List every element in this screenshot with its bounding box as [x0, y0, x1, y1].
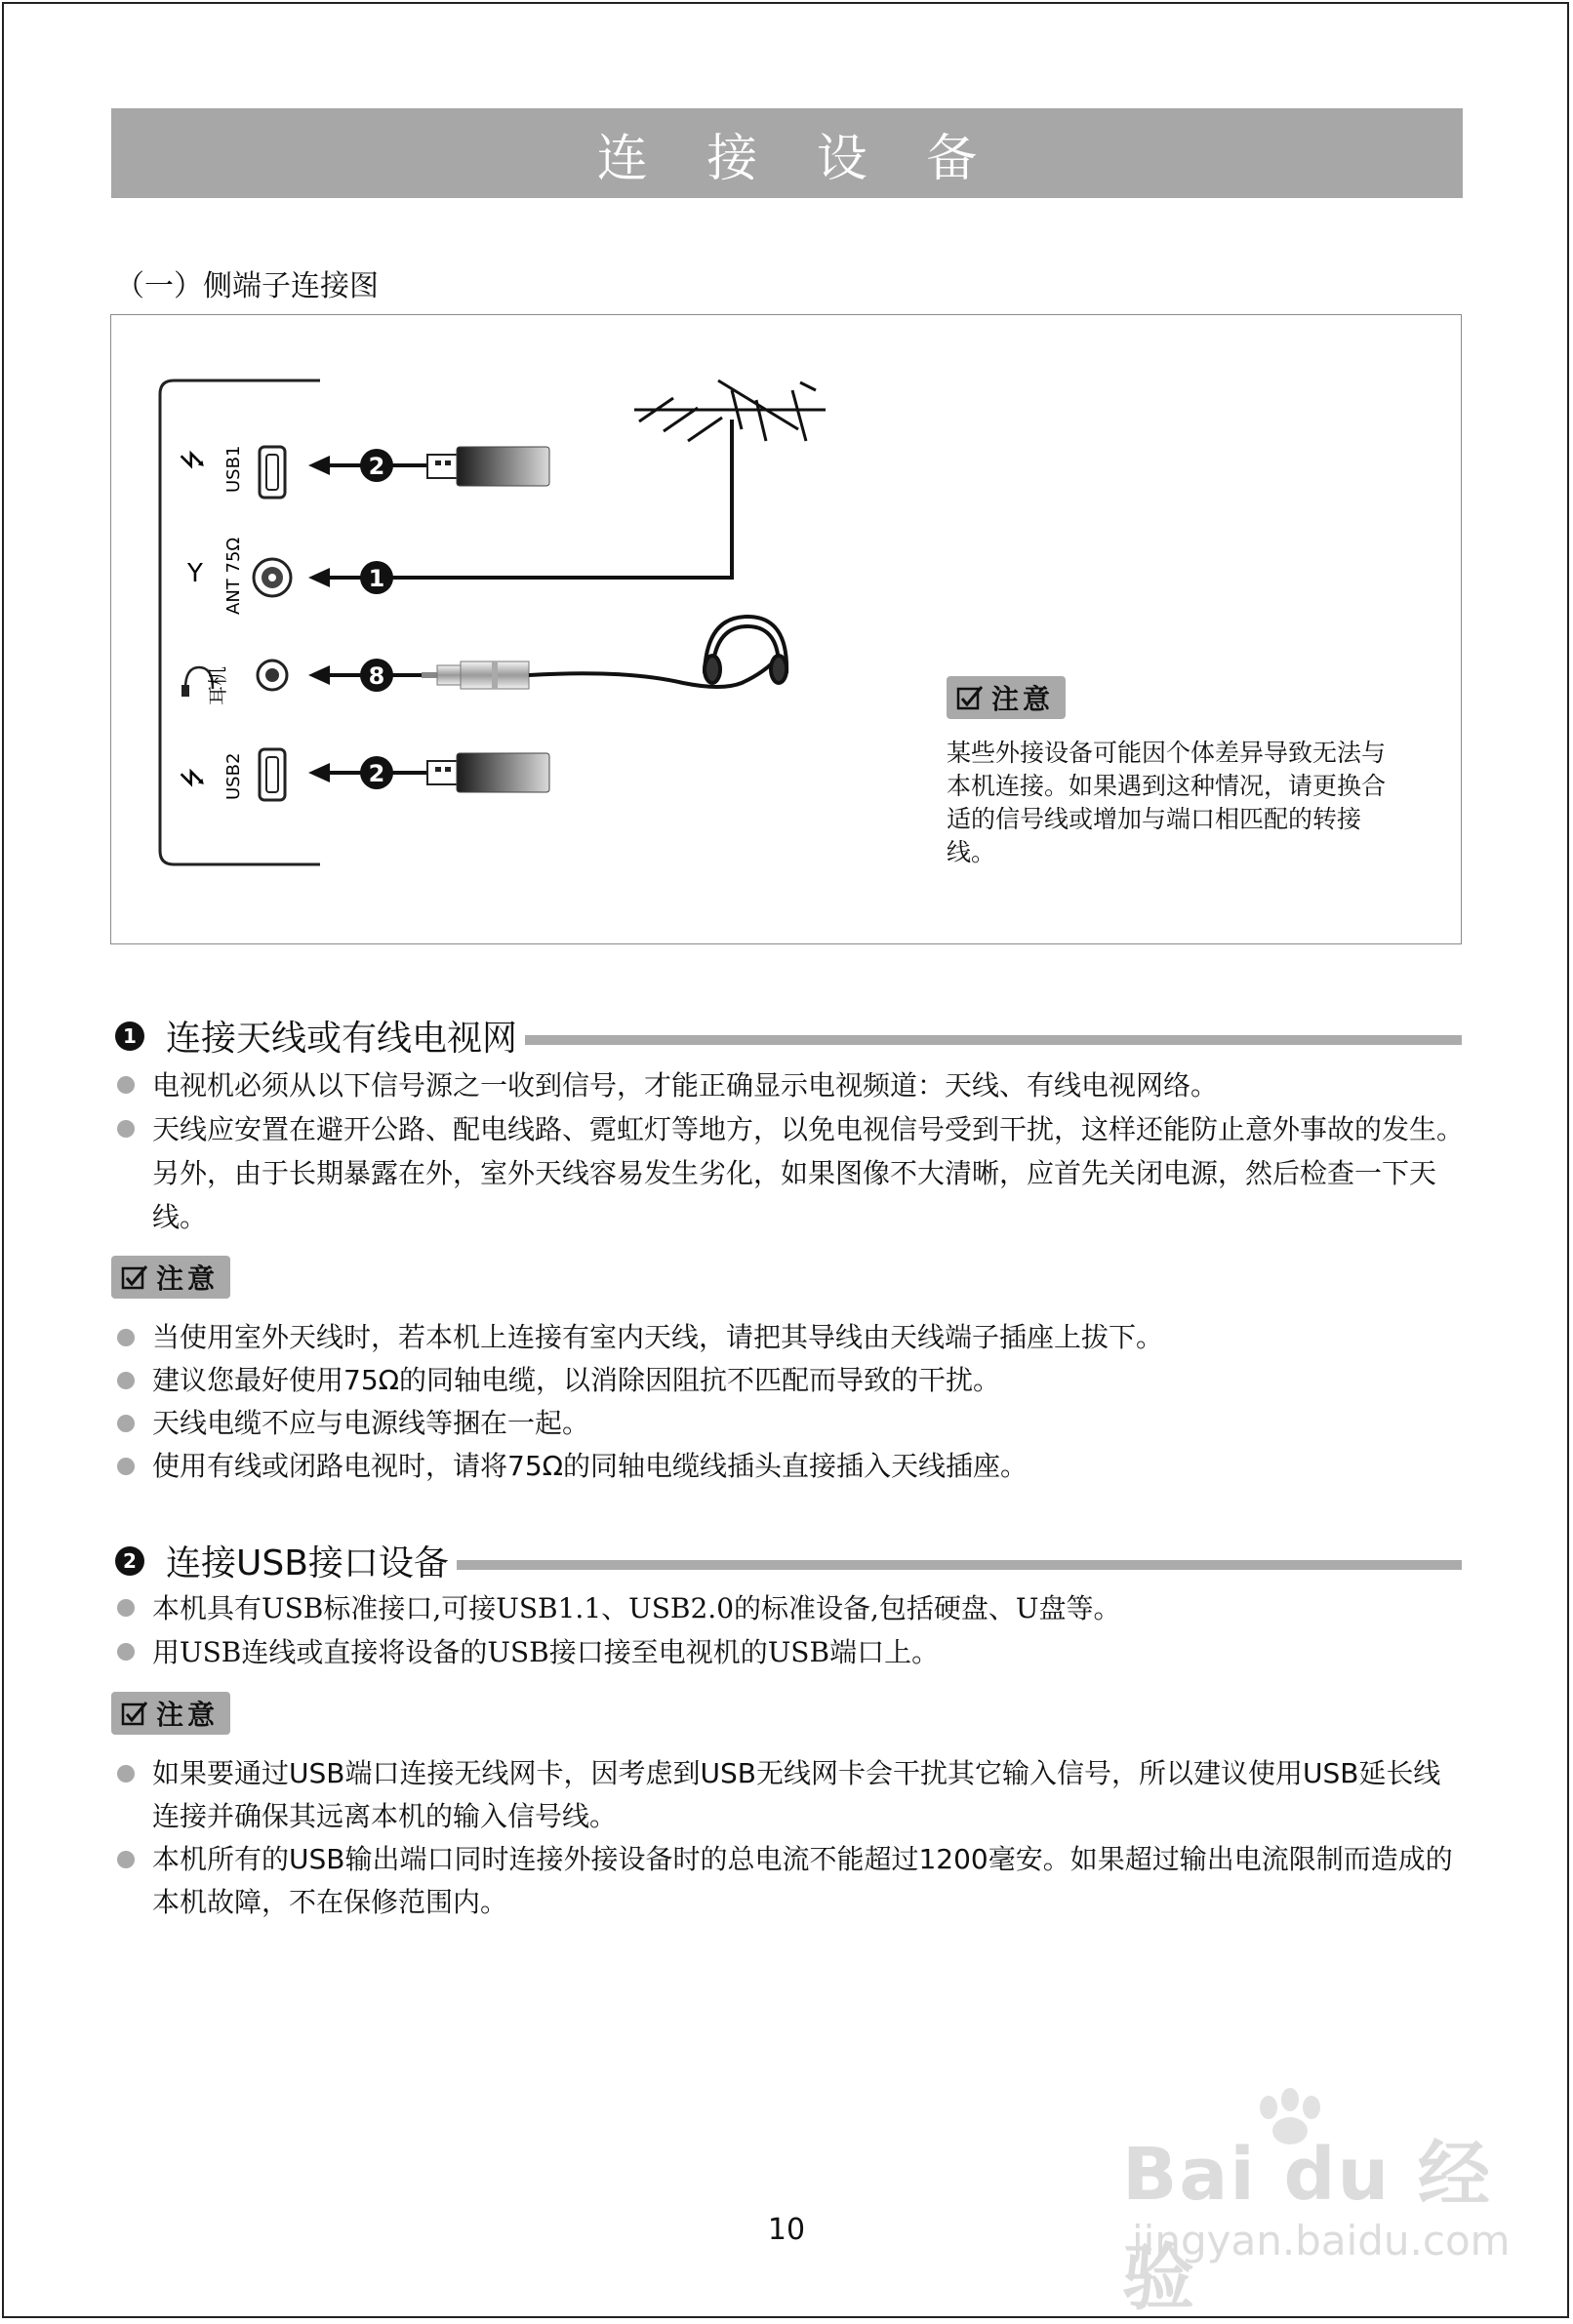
- list-item: 如果要通过USB端口连接无线网卡，因考虑到USB无线网卡会干扰其它输入信号，所以建议使用USB延长线连接并确保其远离本机的输入信号线。: [115, 1752, 1464, 1838]
- note-badge: [947, 676, 1066, 719]
- marker-number-8: 8: [368, 662, 385, 690]
- section-1-note-badge: [111, 1256, 230, 1299]
- marker-number-2: 2: [368, 760, 385, 787]
- page-number: 10: [767, 2213, 806, 2247]
- section-2-bullets: [115, 1586, 1464, 1674]
- list-item: 本机所有的USB输出端口同时连接外接设备时的总电流不能超过1200毫安。如果超过输出电流限制而造成的本机故障，不在保修范围内。: [115, 1838, 1464, 1924]
- subsection-title: （一）侧端子连接图: [115, 269, 379, 303]
- section-2-title: 连接USB接口设备: [166, 1543, 449, 1583]
- section-2-heading: [115, 1536, 1462, 1585]
- section-number-badge: 2: [115, 1546, 144, 1576]
- port-label-usb2: USB2: [223, 752, 244, 800]
- connection-arrow-usb2: [308, 756, 427, 789]
- checkbox-icon: [121, 1701, 148, 1726]
- headphone-cable: [529, 660, 776, 687]
- section-1-title: 连接天线或有线电视网: [166, 1019, 518, 1059]
- usb1-port-group: [179, 446, 285, 498]
- usb2-port-group: [179, 749, 285, 800]
- list-item: 本机具有USB标准接口,可接USB1.1、USB2.0的标准设备,包括硬盘、U盘等。: [115, 1586, 1464, 1630]
- list-item: 建议您最好使用75Ω的同轴电缆，以消除因阻抗不匹配而导致的干扰。: [115, 1359, 1464, 1402]
- connection-arrow-usb1: [308, 449, 427, 482]
- marker-number-2: 2: [368, 453, 385, 480]
- usb-flash-drive-icon: [427, 447, 549, 486]
- port-label-usb1: USB1: [223, 445, 244, 493]
- section-1-notes: [115, 1316, 1464, 1488]
- watermark-logo: Bai du 经验: [1122, 2133, 1492, 2320]
- note-label: 注意: [156, 1262, 220, 1295]
- marker-number-1: 1: [368, 565, 385, 592]
- list-item: 使用有线或闭路电视时，请将75Ω的同轴电缆线插头直接插入天线插座。: [115, 1445, 1464, 1488]
- section-rule: [457, 1560, 1462, 1570]
- list-item: 天线电缆不应与电源线等捆在一起。: [115, 1402, 1464, 1445]
- ant-port-group: [186, 538, 291, 615]
- usb-flash-drive-icon: [427, 753, 549, 792]
- page-title: 连 接 设 备: [111, 108, 1463, 198]
- watermark-url: jingyan.baidu.com: [1132, 2217, 1511, 2264]
- checkbox-icon: [121, 1264, 148, 1290]
- antenna-icon: Y: [187, 559, 203, 588]
- headphone-plug-icon: [422, 661, 529, 689]
- section-2-note-badge: [111, 1692, 230, 1735]
- usb-icon: ⭍: [179, 767, 208, 788]
- usb-icon: ⭍: [179, 449, 208, 470]
- port-label-ant: ANT 75Ω: [223, 537, 244, 615]
- note-label: 注意: [156, 1699, 220, 1731]
- list-item: 天线应安置在避开公路、配电线路、霓虹灯等地方，以免电视信号受到干扰，这样还能防止意外事故的发生。另外，由于长期暴露在外，室外天线容易发生劣化，如果图像不大清晰，应首先关闭电源，然后检查一下天线。: [115, 1107, 1464, 1239]
- headphones-icon: [705, 617, 786, 683]
- section-rule: [525, 1035, 1462, 1045]
- checkbox-icon: [956, 685, 984, 710]
- connection-arrow-earphone: [308, 659, 422, 692]
- diagram-note: [947, 676, 1405, 869]
- port-label-earphone: 耳机: [206, 666, 229, 705]
- list-item: 当使用室外天线时，若本机上连接有室内天线，请把其导线由天线端子插座上拔下。: [115, 1316, 1464, 1359]
- list-item: 用USB连线或直接将设备的USB接口接至电视机的USB端口上。: [115, 1630, 1464, 1674]
- section-2-notes: [115, 1752, 1464, 1924]
- note-label: 注意: [991, 683, 1055, 715]
- connection-arrow-ant: [308, 420, 732, 594]
- section-1-heading: [115, 1011, 1462, 1061]
- section-number-badge: 1: [115, 1022, 144, 1051]
- earphone-port-group: [182, 661, 287, 705]
- diagram-note-text: 某些外接设备可能因个体差异导致无法与本机连接。如果遇到这种情况，请更换合适的信号线或增加与端口相匹配的转接线。: [947, 739, 1387, 866]
- section-1-bullets: [115, 1063, 1464, 1239]
- list-item: 电视机必须从以下信号源之一收到信号，才能正确显示电视频道：天线、有线电视网络。: [115, 1063, 1464, 1107]
